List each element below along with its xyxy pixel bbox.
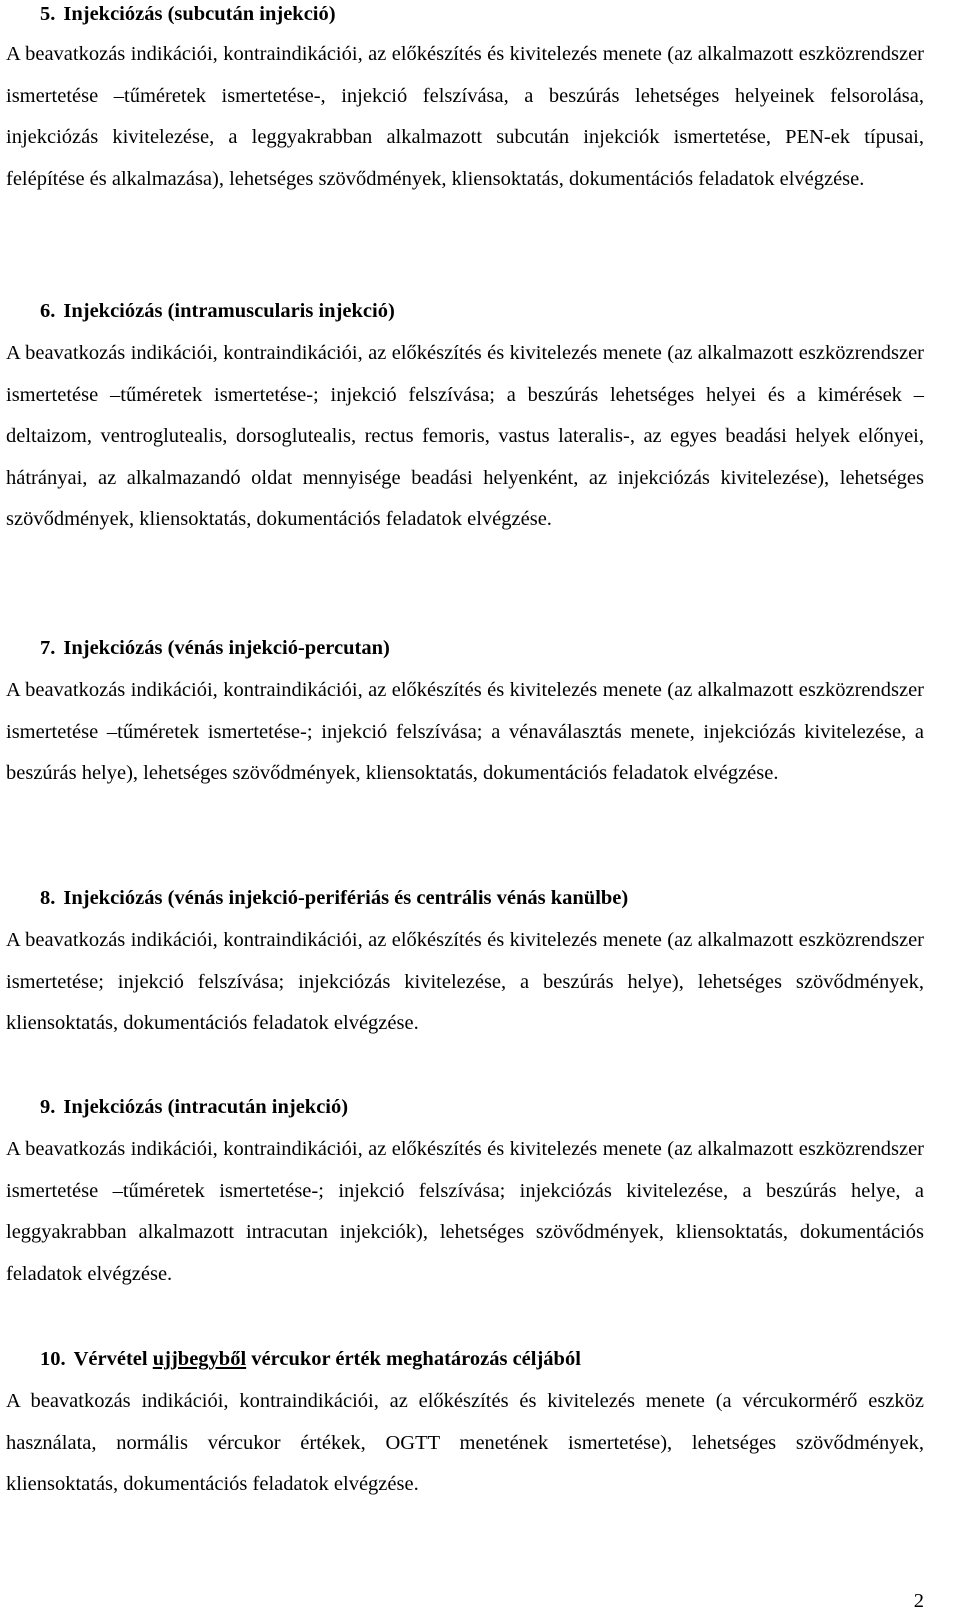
section-body: A beavatkozás indikációi, kontraindikációi, az előkészítés és kivitelezés menete (az alkalmazott eszközrendszer ismertetése –tűméretek ismertetése-; injekció felszívása; a beszúrás lehetséges helyei és a kimérések –deltaizom, ventroglutealis, dorsoglutealis, rectus femoris, vastus lateralis-, az egyes beadási helyek előnyei, hátrányai, az alkalmazandó oldat mennyisége beadási helyenként, az injekciózás kivitelezése), lehetséges szövődmények, kliensoktatás, dokumentációs feladatok elvégzése. [6,342,924,530]
section-heading [6,634,924,662]
section-heading [6,884,924,912]
section-heading [6,0,924,28]
section-6 [6,297,924,541]
section-body: A beavatkozás indikációi, kontraindikációi, az előkészítés és kivitelezés menete (a vércukormérő eszköz használata, normális vércukor értékek, OGTT menetének ismertetése), lehetséges szövődmények, kliensoktatás, dokumentációs feladatok elvégzése. [6,1390,924,1495]
section-heading [6,297,924,325]
section-title: Injekciózás (vénás injekció-percutan) [63,637,390,659]
section-title: Injekciózás (intracután injekció) [63,1096,349,1118]
section-number: 6. [40,300,56,322]
section-heading [6,1093,924,1121]
section-number: 10. [40,1348,66,1370]
section-body: A beavatkozás indikációi, kontraindikációi, az előkészítés és kivitelezés menete (az alkalmazott eszközrendszer ismertetése –tűméretek ismertetése-; injekció felszívása; a vénaválasztás menete, injekciózás kivitelezése, a beszúrás helye), lehetséges szövődmények, kliensoktatás, dokumentációs feladatok elvégzése. [6,679,924,784]
section-number: 8. [40,887,56,909]
section-body: A beavatkozás indikációi, kontraindikációi, az előkészítés és kivitelezés menete (az alkalmazott eszközrendszer ismertetése –tűméretek ismertetése-; injekció felszívása; injekciózás kivitelezése, a beszúrás helye, a leggyakrabban alkalmazott intracutan injekciók), lehetséges szövődmények, kliensoktatás, dokumentációs feladatok elvégzése. [6,1138,924,1285]
page-number: 2 [913,1590,924,1612]
section-8 [6,884,924,1045]
section-number: 9. [40,1096,56,1118]
section-number: 7. [40,637,56,659]
section-body: A beavatkozás indikációi, kontraindikációi, az előkészítés és kivitelezés menete (az alkalmazott eszközrendszer ismertetése; injekció felszívása; injekciózás kivitelezése, a beszúrás helye), lehetséges szövődmények, kliensoktatás, dokumentációs feladatok elvégzése. [6,929,924,1034]
section-title-prefix: Vérvétel [73,1348,153,1370]
section-9 [6,1093,924,1295]
section-title-suffix: vércukor érték meghatározás céljából [246,1348,581,1370]
section-title: Injekciózás (vénás injekció-perifériás és centrális vénás kanülbe) [63,887,629,909]
section-heading [6,1345,924,1373]
section-10 [6,1345,924,1506]
section-body: A beavatkozás indikációi, kontraindikációi, az előkészítés és kivitelezés menete (az alkalmazott eszközrendszer ismertetése –tűméretek ismertetése-, injekció felszívása, a beszúrás lehetséges helyeinek felsorolása, injekciózás kivitelezése, a leggyakrabban alkalmazott subcután injekciók ismertetése, PEN-ek típusai, felépítése és alkalmazása), lehetséges szövődmények, kliensoktatás, dokumentációs feladatok elvégzése. [6,43,924,190]
section-title: Injekciózás (subcután injekció) [63,3,336,25]
section-7 [6,634,924,795]
section-5 [6,0,924,200]
section-number: 5. [40,3,56,25]
section-title-underlined: ujjbegyből [152,1348,247,1370]
section-title: Injekciózás (intramuscularis injekció) [63,300,395,322]
